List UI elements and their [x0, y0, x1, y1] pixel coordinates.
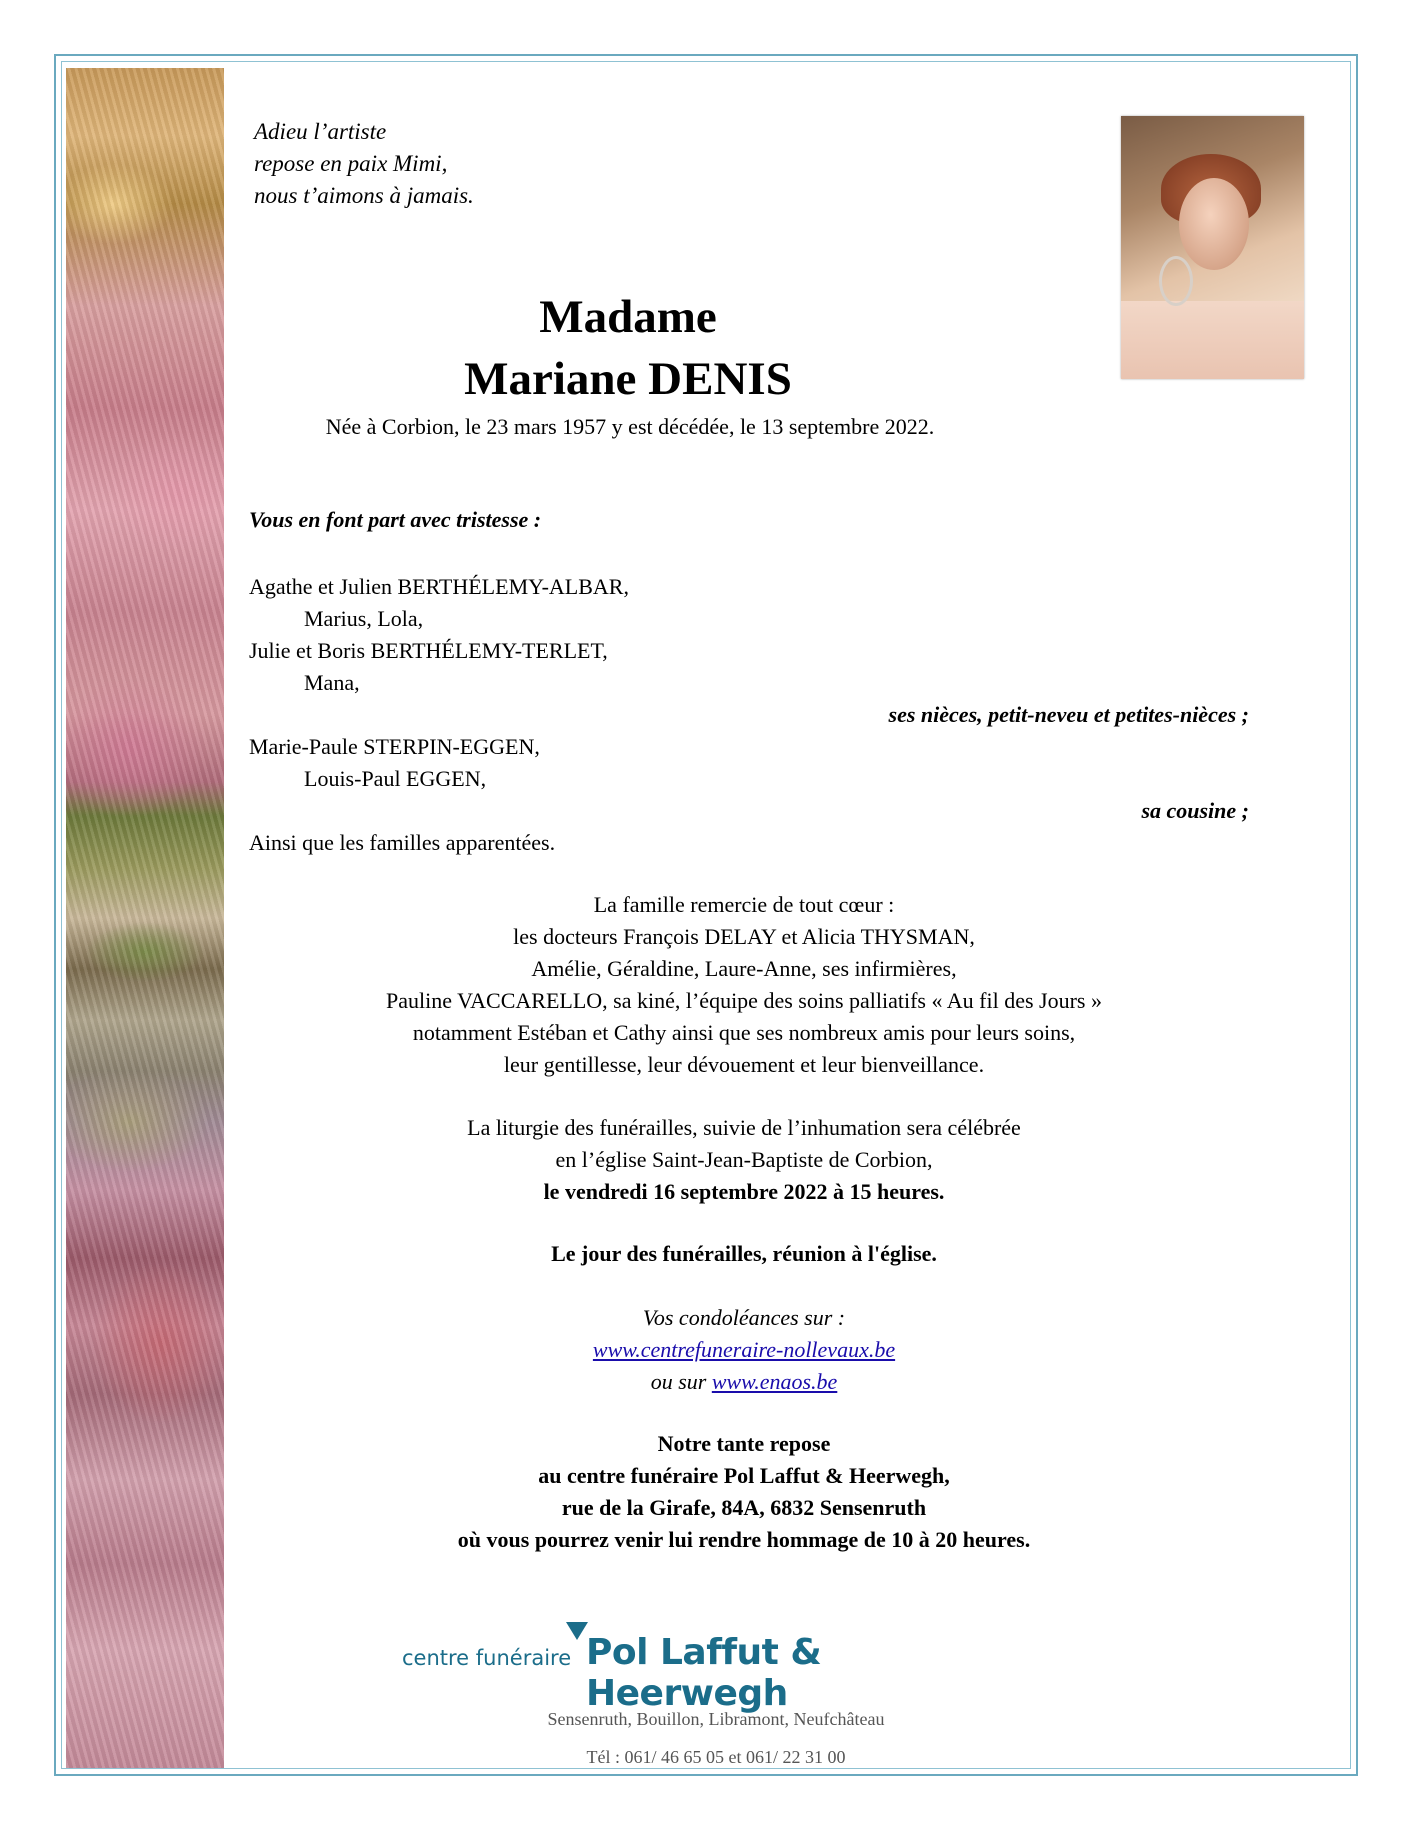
liturgy-line: en l’église Saint-Jean-Baptiste de Corbion,: [555, 1147, 933, 1172]
repose-section: [0, 1428, 1416, 1556]
epigraph: [254, 116, 474, 212]
logo-phone: Tél : 061/ 46 65 05 et 061/ 22 31 00: [586, 1747, 846, 1767]
family-line: Agathe et Julien BERTHÉLEMY-ALBAR,: [249, 574, 629, 599]
logo-small-text: centre funéraire: [402, 1646, 572, 1670]
condolences-section: [0, 1302, 1416, 1398]
logo-locations: Sensenruth, Bouillon, Libramont, Neufchâteau: [547, 1709, 885, 1729]
family-relation: sa cousine ;: [1141, 798, 1249, 823]
thanks-line: notamment Estéban et Cathy ainsi que ses nombreux amis pour leurs soins,: [412, 1020, 1076, 1045]
thanks-line: La famille remercie de tout cœur :: [593, 892, 895, 917]
logo-triangle-icon: [566, 1622, 588, 1640]
repose-line: où vous pourrez venir lui rendre hommage de 10 à 20 heures.: [457, 1527, 1031, 1552]
thanks-line: Amélie, Géraldine, Laure-Anne, ses infirmières,: [531, 956, 957, 981]
reunion-note: [0, 1238, 1416, 1270]
family-line: Marius, Lola,: [304, 606, 424, 631]
deceased-title: Madame: [539, 291, 717, 343]
liturgy-line: La liturgie des funérailles, suivie de l’inhumation sera célébrée: [467, 1115, 1021, 1140]
condolences-link-enaos[interactable]: www.enaos.be: [711, 1369, 838, 1394]
thanks-section: [0, 889, 1416, 1081]
funeral-home-logo: [390, 1622, 1030, 1714]
condolences-intro: Vos condoléances sur :: [642, 1305, 846, 1330]
family-line: Marie-Paule STERPIN-EGGEN,: [249, 734, 540, 759]
condolences-link-nollevaux[interactable]: www.centrefuneraire-nollevaux.be: [592, 1337, 896, 1362]
epigraph-line: Adieu l’artiste: [254, 119, 387, 144]
reunion-line: Le jour des funérailles, réunion à l'église.: [551, 1241, 937, 1266]
epigraph-line: nous t’aimons à jamais.: [254, 183, 474, 208]
thanks-line: Pauline VACCARELLO, sa kiné, l’équipe des soins palliatifs « Au fil des Jours »: [386, 988, 1102, 1013]
family-line: Mana,: [304, 670, 360, 695]
announcement-lead: Vous en font part avec tristesse :: [249, 507, 542, 532]
repose-line: Notre tante repose: [657, 1431, 831, 1456]
family-line: Louis-Paul EGGEN,: [304, 766, 487, 791]
liturgy-date: le vendredi 16 septembre 2022 à 15 heures.: [543, 1179, 945, 1204]
family-list: [249, 571, 1249, 859]
family-relation: ses nièces, petit-neveu et petites-nièces ;: [888, 702, 1249, 727]
family-line: Julie et Boris BERTHÉLEMY-TERLET,: [249, 638, 608, 663]
logo-big-text: Pol Laffut & Heerwegh: [586, 1632, 822, 1714]
family-line: Ainsi que les familles apparentées.: [249, 830, 556, 855]
epigraph-line: repose en paix Mimi,: [254, 151, 448, 176]
repose-line: rue de la Girafe, 84A, 6832 Sensenruth: [561, 1495, 927, 1520]
liturgy-section: [0, 1112, 1416, 1208]
birth-death-dates: Née à Corbion, le 23 mars 1957 y est décédée, le 13 septembre 2022.: [325, 414, 935, 439]
thanks-line: leur gentillesse, leur dévouement et leur bienveillance.: [503, 1052, 985, 1077]
deceased-name: Mariane DENIS: [464, 353, 792, 405]
thanks-line: les docteurs François DELAY et Alicia THYSMAN,: [513, 924, 975, 949]
condolences-or: ou sur: [650, 1369, 712, 1394]
repose-line: au centre funéraire Pol Laffut & Heerwegh,: [538, 1463, 950, 1488]
